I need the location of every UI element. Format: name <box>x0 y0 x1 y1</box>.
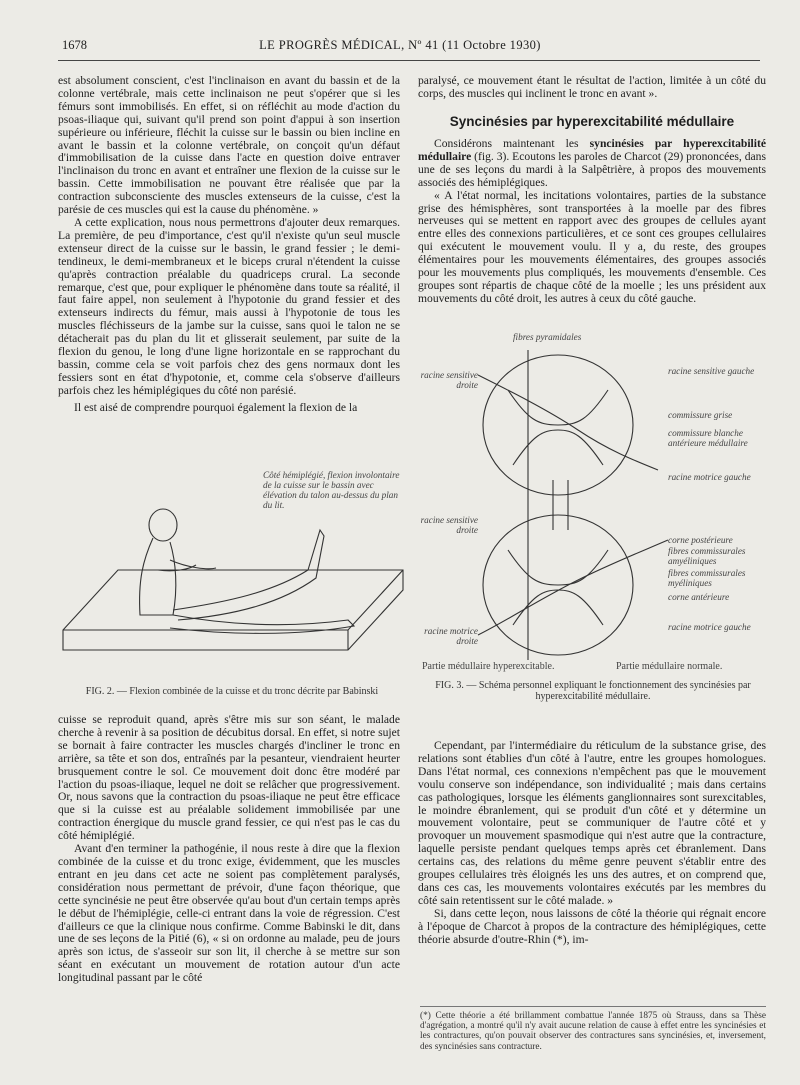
figure-2-illustration <box>58 470 406 680</box>
bed-outline <box>63 570 403 650</box>
head-outline <box>149 509 177 541</box>
paragraph: cuisse se reproduit quand, après s'être mis sur son séant, le malade cherche à revenir à sa position de décubitus dorsal. En effet, si notre sujet se bornait à faire contracter les muscles chargés d'incliner le tronc en arrière, sa tête et son dos, entraînés par la pesanteur, viendraient heurter brusquement contre le sol. Ce mouvement doit donc être modéré par l'action du psoas-iliaque, lequel ne doit se relâcher que progressivement. Or, nous savons que la contraction du psoas-iliaque ne peut être efficace que si la cuisse est au préalable solidement immobilisée par une contraction énergique du muscle grand fessier, ce qui n'est pas le cas du côté hémiplégié. <box>58 713 400 843</box>
paragraph: est absolument conscient, c'est l'inclinaison en avant du bassin et de la colonne vertébrale, mais cette inclinaison ne peut s'opérer que si les fémurs sont immobilisés. En effet, si on réfléchit au mode d'action du psoas-iliaque qui, suivant qu'il prend son point d'appui à son insertion supérieure ou inférieure, fléchit la cuisse sur le bassin ou bien incline en avant le bassin et la colonne vertébrale, on conçoit qu'un défaut d'immobilisation de la cuisse dans l'acte en question doive entraver l'inclinaison du tronc en avant et entraîner une flexion de la cuisse sur le bassin. Cette immobilisation ne pouvant être réalisée que par la contraction subconsciente des muscles extenseurs de la cuisse, c'est la parésie de ces muscles qui est la cause du phénomène. » <box>58 74 400 217</box>
paragraph: Il est aisé de comprendre pourquoi également la flexion de la <box>74 400 358 414</box>
figure-3-caption: FIG. 3. — Schéma personnel expliquant le fonctionnement des syncinésies par hyperexcitabilité médullaire. <box>435 680 751 702</box>
label-partie-normale: Partie médullaire normale. <box>616 661 723 672</box>
left-column-top <box>58 75 400 415</box>
right-column-top <box>418 75 766 101</box>
label-commissure-grise: commissure grise <box>668 410 733 420</box>
header-rule <box>58 60 760 61</box>
paragraph: Si, dans cette leçon, nous laissons de côté la théorie qui régnait encore à l'époque de Charcot à propos de la contracture des hémiplégiques, cette théorie absurde d'outre-Rhin (*), im- <box>418 906 766 946</box>
intro-lead: Considérons maintenant les <box>434 137 590 150</box>
upper-grey-matter <box>508 390 608 425</box>
right-column-middle <box>418 138 766 306</box>
label-corne-posterieure: corne postérieure <box>668 535 733 545</box>
label-fibres-pyramidales: fibres pyramidales <box>513 332 582 342</box>
paragraph: Avant d'en terminer la pathogénie, il nous reste à dire que la flexion combinée de la cuisse et du tronc exige, évidemment, que les muscles entrant en jeu dans cet acte ne soient pas complètement paralysés, considération nous permettant de prévoir, d'une façon théorique, que cette syncinésie ne peut être observée qu'au bout d'un certain temps après le début de l'hémiplégie, celle-ci entrant dans la voie de régression. C'est d'ailleurs ce que la clinique nous confirme. Comme Babinski le dit, dans une de ses leçons de la Pitié (6), « si on ordonne au malade, peu de jours après son ictus, de s'asseoir sur son lit, il cherche à se mettre sur son séant en exécutant un mouvement de rotation autour d'un acte longitudinal passant par le côté <box>58 842 400 985</box>
right-column-bottom <box>418 740 766 947</box>
journal-title: LE PROGRÈS MÉDICAL, Nº 41 (11 Octobre 1930) <box>259 38 541 52</box>
motor-path-lower <box>478 540 668 635</box>
intro-rest: (fig. 3). Ecoutons les paroles de Charcot (29) prononcées, dans une de ses leçons du mardi à la Salpêtrière, à propos des mouvements associés des hémiplégiques. <box>418 149 766 189</box>
figure-2-caption: FIG. 2. — Flexion combinée de la cuisse et du tronc décrite par Babinski <box>85 686 379 697</box>
sensitive-path-upper <box>478 375 658 470</box>
lower-grey-matter <box>508 550 608 585</box>
label-fibres-myeliniques: fibres commissurales myéliniques <box>668 568 746 588</box>
label-racine-sensitive-droite-2: racine sensitive droite <box>420 515 478 535</box>
label-racine-sensitive-gauche: racine sensitive gauche <box>668 366 755 376</box>
paragraph: paralysé, ce mouvement étant le résultat de l'action, limitée à un côté du corps, des muscles qui inclinent le tronc en avant ». <box>418 74 766 100</box>
label-racine-motrice-gauche-2: racine motrice gauche <box>668 622 751 632</box>
bed-edge <box>63 570 403 630</box>
label-racine-sensitive-droite: racine sensitive droite <box>420 370 478 390</box>
paragraph: « A l'état normal, les incitations volontaires, parties de la substance grise des hémisphères, sont transportées à la moelle par des fibres nerveuses qui se mettent en rapport avec des groupes de cellules ayant entre elles des connexions particulières, et ce sont ces groupes cellulaires qui exécutent le mouvement voulu. Il y a, du reste, des groupes élémentaires pour les mouvements élémentaires, des groupes associés pour les mouvements plus compliqués, les mouvements d'ensemble. Ces groupes sont répartis de chaque côté de la moelle ; les uns président aux mouvements du côté droit, les autres à ceux du côté gauche. <box>418 188 766 305</box>
figure-3-diagram <box>418 330 768 675</box>
paragraph: Cependant, par l'intermédiaire du réticulum de la substance grise, des relations sont établies d'un côté à l'autre, entre les groupes homologues. Dans l'état normal, ces connexions n'empêchent pas que le mouvement voulu conserve son indépendance, son individualité ; mais dans certains cas pathologiques, lorsque les éléments ganglionnaires sont surexcitables, le moindre ébranlement, qui se produit d'un côté et y détermine un mouvement volontaire, peut se communiquer de l'autre côté et y provoquer un mouvement spasmodique qui n'est autre que la contracture, laquelle persiste pendant quelques temps après cet ébranlement. Dans certains cas, des relations du même genre peuvent s'établir entre des groupes cellulaires très éloignés les uns des autres, et on comprend que, dans ces cas, les mouvements volontaires exécutés par les membres du côté sain retentissent sur le côté malade. » <box>418 739 766 907</box>
label-corne-anterieure: corne antérieure <box>668 592 730 602</box>
paragraph: A cette explication, nous nous permettrons d'ajouter deux remarques. La première, de peu d'importance, c'est qu'il n'existe qu'un seul muscle extenseur direct de la cuisse sur le bassin, le grand fessier ; le demi-tendineux, le demi-membraneux et le biceps crural n'étendent la cuisse qu'après contraction préalable du quadriceps crural. La seconde remarque, c'est que, pour expliquer le phénomène dans toute sa réalité, il faut faire appel, non seulement à l'hypotonie du grand fessier et des extenseurs indirects du fémur, mais aussi à l'hypotonie de tous les muscles fléchisseurs de la jambe sur la cuisse, sans quoi le talon ne se détacherait pas du plan du lit et glisserait seulement, par suite de la flexion du genou, le long d'une ligne horizontale en se rapprochant du bassin, comme cela se voit parfois chez des gens normaux dont les fessiers sont en état d'hypotonie, et, comme cela s'observe d'ailleurs parfois chez les hémiplégiques du côté non parésié. <box>58 215 400 397</box>
paragraph-intro <box>418 138 766 190</box>
figure-2-inset-label: Côté hémiplégié, flexion involontaire de la cuisse sur le bassin avec élévation du talon au-dessus du plan du lit. <box>263 470 400 510</box>
page-number: 1678 <box>62 38 87 52</box>
page-header <box>62 38 738 56</box>
label-racine-motrice-gauche: racine motrice gauche <box>668 472 751 482</box>
label-partie-hyperexcitable: Partie médullaire hyperexcitable. <box>422 661 555 672</box>
footnote: (*) Cette théorie a été brillamment combattue l'année 1875 où Strauss, dans sa Thèse d'agrégation, a montré qu'il n'y avait aucune relation de cause à effet entre les syncinésies et les contractures, qu'on pouvait observer des contractures sans syncinésies, et, inversement, des syncinésies sans contracture. <box>420 1006 766 1052</box>
section-title: Syncinésies par hyperexcitabilité médullaire <box>449 114 735 129</box>
label-commissure-blanche: commissure blanche antérieure médullaire <box>668 428 748 448</box>
label-racine-motrice-droite: racine motrice droite <box>424 626 478 646</box>
torso-outline <box>140 538 176 615</box>
intro-bold-term: syncinésies par hyperexcitabilité médullaire <box>418 137 766 163</box>
leg-raised <box>173 530 324 620</box>
left-column-bottom <box>58 714 400 985</box>
label-fibres-amyeliniques: fibres commissurales amyéliniques <box>668 546 746 566</box>
